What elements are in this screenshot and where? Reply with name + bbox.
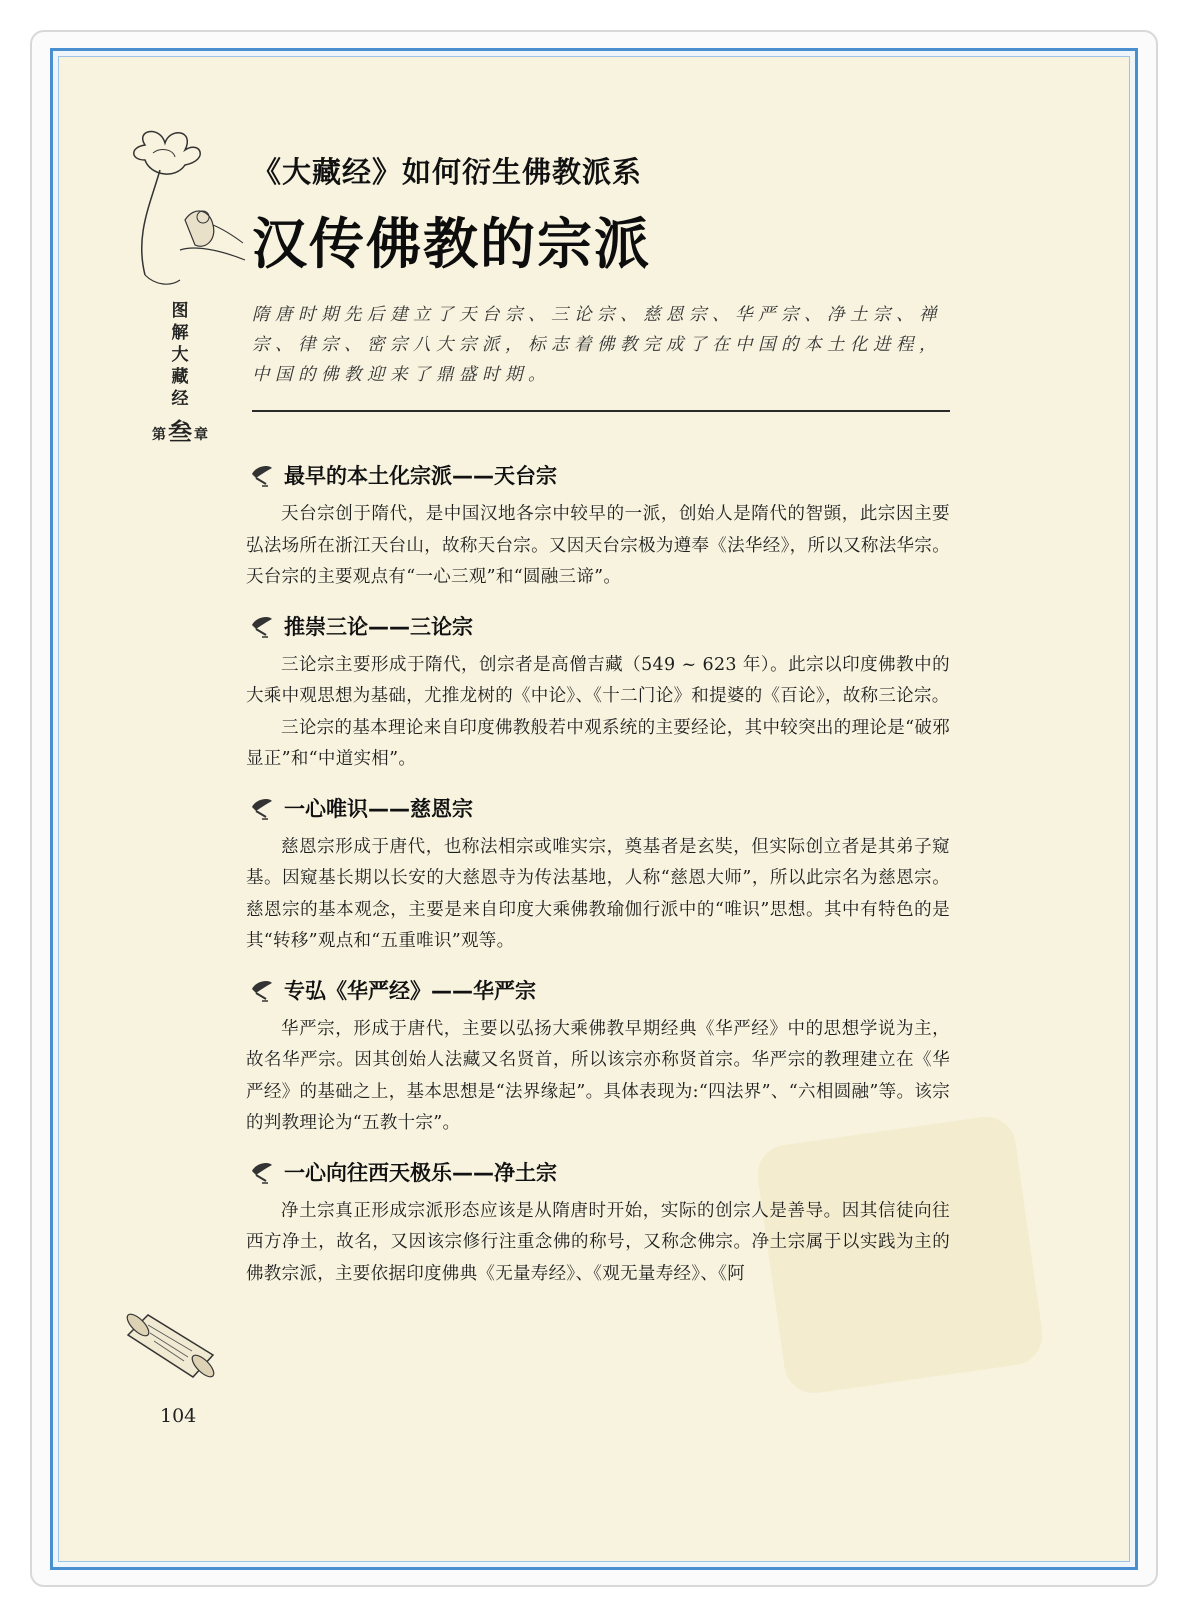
section: [246, 788, 950, 958]
book-title-vertical: [163, 300, 197, 410]
brush-icon: [246, 975, 278, 1005]
section-paragraph: 三论宗的基本理论来自印度佛教般若中观系统的主要经论，其中较突出的理论是“破邪显正”和“中道实相”。: [246, 717, 950, 769]
section-title: 推崇三论——三论宗: [284, 614, 473, 639]
book-title-char: 解: [171, 323, 189, 343]
brush-icon: [246, 611, 278, 641]
page-title: 汉传佛教的宗派: [252, 212, 652, 276]
book-title-char: 图: [171, 301, 189, 321]
intro-paragraph: 隋唐时期先后建立了天台宗、三论宗、慈恩宗、华严宗、净土宗、禅宗、律宗、密宗八大宗派，标志着佛教完成了在中国的本土化进程，中国的佛教迎来了鼎盛时期。: [252, 305, 942, 385]
section-paragraph: 三论宗主要形成于隋代，创宗者是高僧吉藏（549 ~ 623 年）。此宗以印度佛教中的大乘中观思想为基础，尤推龙树的《中论》、《十二门论》和提婆的《百论》，故称三论宗。: [246, 654, 950, 706]
section-heading: [246, 606, 950, 646]
chapter-prefix: 第: [152, 427, 166, 443]
section: [246, 970, 950, 1140]
scroll-illustration: [118, 1305, 228, 1385]
chapter-number: 叁: [168, 418, 192, 446]
section: [246, 455, 950, 594]
section-paragraph: 华严宗，形成于唐代，主要以弘扬大乘佛教早期经典《华严经》中的思想学说为主，故名华严宗。因其创始人法藏又名贤首，所以该宗亦称贤首宗。华严宗的教理建立在《华严经》的基础之上，基本思想是“法界缘起”。具体表现为:“四法界”、“六相圆融”等。该宗的判教理论为“五教十宗”。: [246, 1018, 950, 1133]
divider: [252, 410, 950, 412]
brush-icon: [246, 460, 278, 490]
section-title: 一心唯识——慈恩宗: [284, 796, 473, 821]
brush-icon: [246, 793, 278, 823]
section-heading: [246, 455, 950, 495]
section-heading: [246, 970, 950, 1010]
section-paragraph: 慈恩宗形成于唐代，也称法相宗或唯实宗，奠基者是玄奘，但实际创立者是其弟子窥基。因窥基长期以长安的大慈恩寺为传法基地，人称“慈恩大师”，所以此宗名为慈恩宗。慈恩宗的基本观念，主要是来自印度大乘佛教瑜伽行派中的“唯识”思想。其中有特色的是其“转移”观点和“五重唯识”观等。: [246, 836, 950, 951]
section-title: 最早的本土化宗派——天台宗: [284, 464, 557, 488]
article-body: [246, 455, 950, 1302]
page-number: 104: [160, 1405, 197, 1427]
section-title: 一心向往西天极乐——净土宗: [284, 1160, 557, 1185]
book-title-char: 藏: [171, 367, 189, 387]
book-title-char: 大: [171, 345, 189, 365]
page-supertitle: 《大藏经》如何衍生佛教派系: [252, 155, 643, 189]
section-heading: [246, 1152, 950, 1192]
section-heading: [246, 788, 950, 828]
section-paragraph: 天台宗创于隋代，是中国汉地各宗中较早的一派，创始人是隋代的智顗，此宗因主要弘法场所在浙江天台山，故称天台宗。又因天台宗极为遵奉《法华经》，所以又称法华宗。天台宗的主要观点有“一心三观”和“圆融三谛”。: [246, 504, 950, 587]
lotus-illustration: [125, 125, 255, 295]
brush-icon: [246, 1157, 278, 1187]
chapter-label: [140, 420, 220, 444]
section-title: 专弘《华严经》——华严宗: [284, 978, 536, 1003]
section-paragraph: 净土宗真正形成宗派形态应该是从隋唐时开始，实际的创宗人是善导。因其信徒向往西方净土，故名，又因该宗修行注重念佛的称号，又称念佛宗。净土宗属于以实践为主的佛教宗派，主要依据印度佛典《无量寿经》、《观无量寿经》、《阿: [246, 1200, 950, 1284]
book-title-char: 经: [171, 389, 189, 409]
chapter-suffix: 章: [194, 427, 208, 443]
section: [246, 1152, 950, 1291]
section: [246, 606, 950, 776]
